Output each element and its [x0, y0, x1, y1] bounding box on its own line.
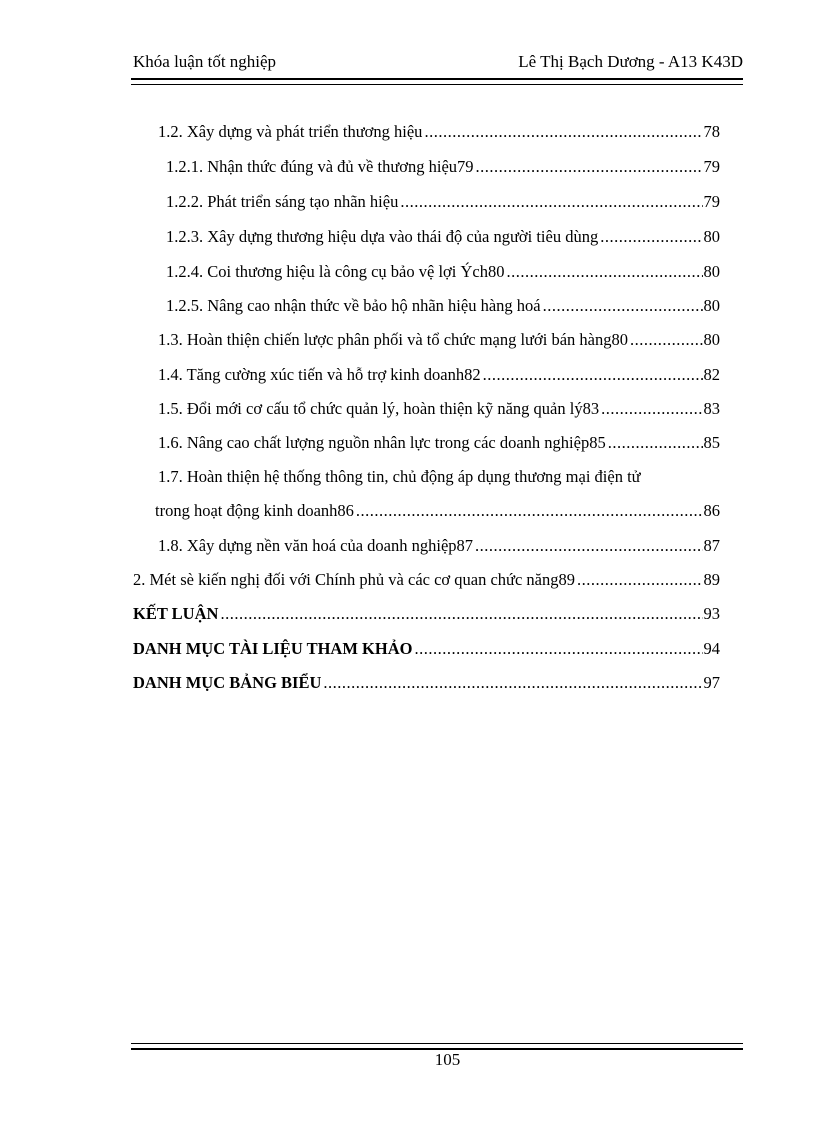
header-thesis-title: Khóa luận tốt nghiệp: [133, 52, 277, 71]
toc-entry: 1.3. Hoàn thiện chiến lược phân phối và tổ chức mạng lưới bán hàng80 ..... 80: [158, 328, 720, 352]
page-number: 105: [434, 1050, 461, 1069]
header-rule: [131, 78, 743, 85]
footer-rule: [131, 1043, 743, 1050]
header-author: Lê Thị Bạch Dương - A13 K43D: [518, 52, 743, 71]
toc-entry-conclusion: KẾT LUẬN ..... 93: [133, 602, 720, 626]
toc-entry: 1.2. Xây dựng và phát triển thương hiệu ..... 78: [158, 120, 720, 144]
toc-entry-line1: 1.7. Hoàn thiện hệ thống thông tin, chủ động áp dụng thương mại điện tử: [158, 467, 641, 486]
toc-entry-tables: DANH MỤC BẢNG BIỂU ..... 97: [133, 671, 720, 695]
toc-entry: 1.2.5. Nâng cao nhận thức về bảo hộ nhãn hiệu hàng hoá ..... 80: [166, 294, 720, 318]
page-header: [133, 52, 743, 76]
toc-entry-references: DANH MỤC TÀI LIỆU THAM KHẢO ..... 94: [133, 637, 720, 661]
toc-entry: 1.6. Nâng cao chất lượng nguồn nhân lực trong các doanh nghiệp85 ..... 85: [158, 431, 720, 455]
toc-entry: 1.2.1. Nhận thức đúng và đủ về thương hiệu79 ..... 79: [166, 155, 720, 179]
toc-entry: 1.4. Tăng cường xúc tiến và hỗ trợ kinh doanh82 ..... 82: [158, 363, 720, 387]
toc-entry: 1.5. Đổi mới cơ cấu tổ chức quản lý, hoàn thiện kỹ năng quản lý83 ..... 83: [158, 397, 720, 421]
toc-entry: trong hoạt động kinh doanh86 ..... 86: [155, 499, 720, 523]
toc-entry: 1.2.3. Xây dựng thương hiệu dựa vào thái độ của người tiêu dùng ..... 80: [166, 225, 720, 249]
toc-entry: 2. Mét sè kiến nghị đối với Chính phủ và các cơ quan chức năng89 ..... 89: [133, 568, 720, 592]
toc-entry: 1.2.4. Coi thương hiệu là công cụ bảo vệ lợi Ých80 ..... 80: [166, 260, 720, 284]
toc-entry: 1.2.2. Phát triển sáng tạo nhãn hiệu ..... 79: [166, 190, 720, 214]
toc-entry: 1.8. Xây dựng nền văn hoá của doanh nghiệp87 ..... 87: [158, 534, 720, 558]
